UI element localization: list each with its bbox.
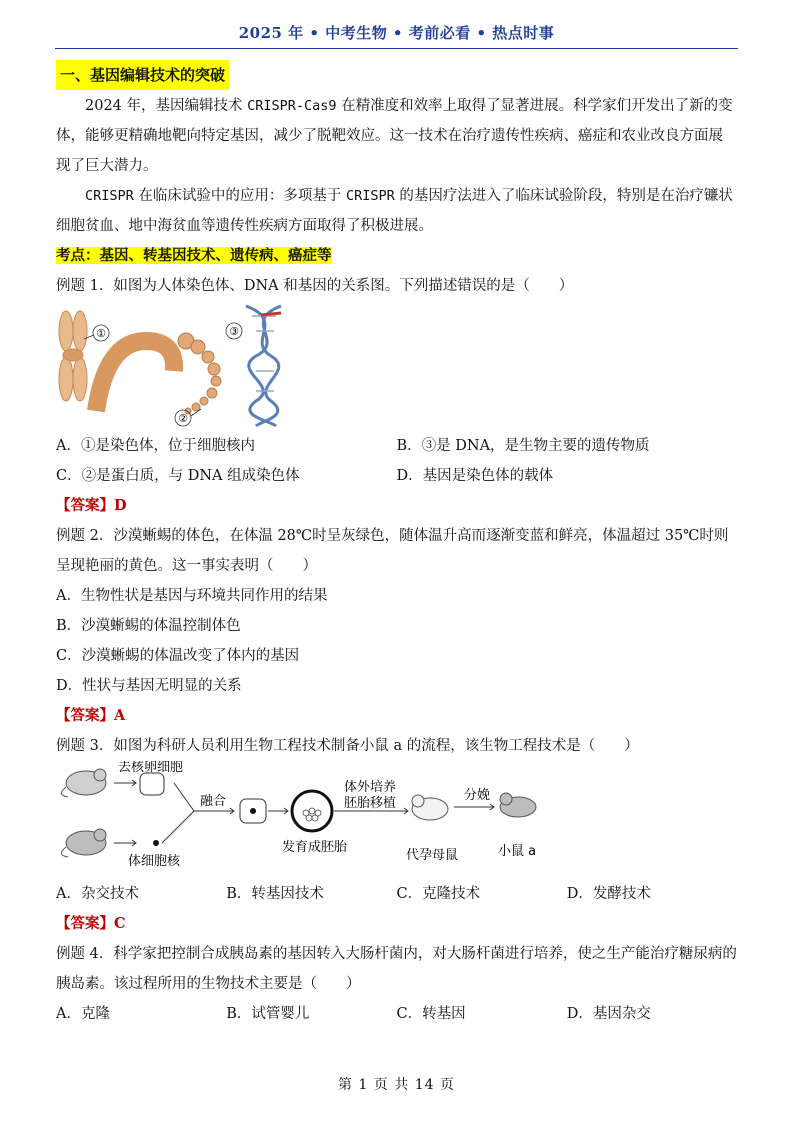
q3-option-c[interactable]: C．克隆技术 [396, 886, 481, 902]
label-transfer: 胚胎移植 [344, 796, 397, 811]
q1-label-1: ① [96, 327, 106, 340]
label-embryo: 发育成胚胎 [282, 840, 348, 855]
q2-stem: 例题 2．沙漠蜥蜴的体色，在体温 28℃时呈灰绿色，随体温升高而逐渐变蓝和鲜亮，体温超过 35℃时则呈现艳丽的黄色。这一事实表明（ ） [56, 528, 729, 574]
para2-code: CRISPR [85, 188, 134, 204]
para2-text-b: 的基因疗法进入了临床试验阶段，特别是在治疗镰状细胞贫血、地中海贫血等遗传性疾病方面取得了积极进展。 [56, 188, 733, 234]
q1-option-c[interactable]: C．②是蛋白质，与 DNA 组成染色体 [56, 468, 300, 484]
paragraph-1 [56, 91, 737, 181]
para2-code2: CRISPR [346, 188, 395, 204]
document-body [56, 60, 737, 1029]
q3-option-a[interactable]: A．杂交技术 [56, 886, 139, 902]
q3-stem: 例题 3．如图为科研人员利用生物工程技术制备小鼠 a 的流程，该生物工程技术是（ ） [56, 738, 639, 754]
label-nucleus: 体细胞核 [128, 854, 181, 869]
q1-stem: 例题 1．如图为人体染色体、DNA 和基因的关系图。下列描述错误的是（ ） [56, 278, 574, 294]
section-title: 一、基因编辑技术的突破 [56, 60, 229, 90]
q2-option-d[interactable]: D．性状与基因无明显的关系 [56, 678, 242, 694]
label-mouse-a: 小鼠 a [498, 844, 537, 859]
page-header: 2025 年 • 中考生物 • 考前必看 • 热点时事 [238, 24, 555, 42]
paragraph-2 [56, 181, 737, 241]
q4-stem: 例题 4．科学家把控制合成胰岛素的基因转入大肠杆菌内，对大肠杆菌进行培养，使之生产能治疗糖尿病的胰岛素。该过程所用的生物技术主要是（ ） [56, 946, 737, 992]
q2-answer-tag: 【答案】 [56, 707, 114, 724]
q2-answer [56, 701, 737, 731]
q1-figure [56, 301, 737, 431]
q1-answer-tag: 【答案】 [56, 497, 114, 514]
q1-option-b[interactable]: B．③是 DNA，是生物主要的遗传物质 [396, 438, 650, 454]
para1-text-b: 在精准度和效率上取得了显著进展。科学家们开发出了新的变体，能够更精确地靶向特定基因，减少了脱靶效应。这一技术在治疗遗传性疾病、癌症和农业改良方面展现了巨大潜力。 [56, 98, 733, 174]
q3-option-b[interactable]: B．转基因技术 [226, 886, 324, 902]
q2-option-c[interactable]: C．沙漠蜥蜴的体温改变了体内的基因 [56, 648, 300, 664]
q4-option-c[interactable]: C．转基因 [396, 1006, 466, 1022]
q3-options [56, 879, 737, 909]
q3-option-d[interactable]: D．发酵技术 [566, 886, 651, 902]
q3-figure [56, 761, 737, 879]
mouse-icon-2 [61, 829, 106, 857]
para1-text-a: 2024 年，基因编辑技术 [85, 98, 248, 114]
q3-answer [56, 909, 737, 939]
label-birth: 分娩 [464, 788, 491, 803]
key-points: 考点：基因、转基因技术、遗传病、癌症等 [56, 247, 332, 264]
q2-answer-value: A [114, 707, 126, 724]
q1-option-d[interactable]: D．基因是染色体的载体 [396, 468, 554, 484]
q1-options-row2 [56, 461, 737, 491]
q1-answer [56, 491, 737, 521]
q1-answer-value: D [114, 497, 127, 514]
mouse-a-icon [500, 793, 536, 817]
key-points-row [56, 241, 737, 271]
q2-option-b[interactable]: B．沙漠蜥蜴的体温控制体色 [56, 618, 241, 634]
surrogate-mouse-icon [412, 795, 448, 820]
label-surrogate: 代孕母鼠 [406, 848, 459, 863]
q1-label-2: ② [178, 412, 188, 425]
label-egg: 去核卵细胞 [118, 761, 184, 775]
para1-code: CRISPR-Cas9 [247, 98, 337, 114]
header-rule [55, 48, 738, 49]
para2-text-a: 在临床试验中的应用：多项基于 [133, 188, 346, 204]
q4-option-a[interactable]: A．克隆 [56, 1006, 110, 1022]
label-culture: 体外培养 [344, 780, 397, 795]
section-heading-row [56, 60, 737, 91]
q4-options [56, 999, 737, 1029]
page-number: 第 1 页 共 14 页 [338, 1077, 455, 1093]
q1-option-a[interactable]: A．①是染色体，位于细胞核内 [56, 438, 255, 454]
cloning-flow-diagram [56, 761, 556, 879]
q3-answer-tag: 【答案】 [56, 915, 114, 932]
q4-option-d[interactable]: D．基因杂交 [566, 1006, 651, 1022]
chromosome-dna-diagram [56, 301, 296, 431]
q1-options-row1 [56, 431, 737, 461]
q2-option-a[interactable]: A．生物性状是基因与环境共同作用的结果 [56, 588, 328, 604]
q4-option-b[interactable]: B．试管婴儿 [226, 1006, 310, 1022]
q3-answer-value: C [114, 915, 126, 932]
label-fuse: 融合 [200, 794, 227, 809]
q1-label-3: ③ [229, 325, 239, 338]
mouse-icon-1 [61, 769, 106, 797]
